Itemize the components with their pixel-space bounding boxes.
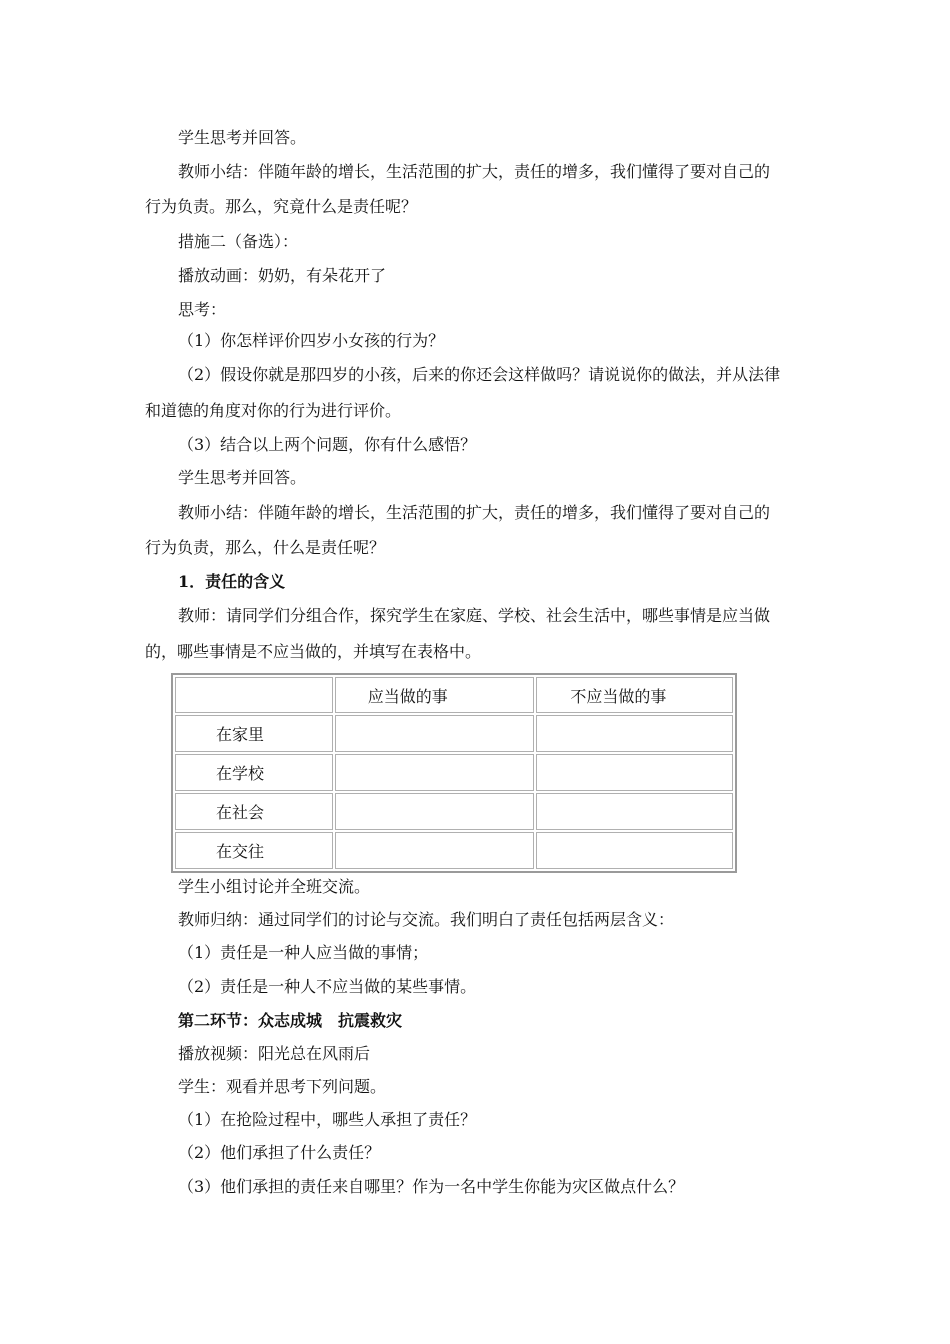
list-item: （1）在抢险过程中，哪些人承担了责任？ <box>178 1110 477 1129</box>
table-row <box>175 754 733 791</box>
section-heading: 1．责任的含义 <box>178 572 286 591</box>
table-cell <box>536 793 733 830</box>
paragraph: 学生小组讨论并全班交流。 <box>178 877 371 896</box>
list-item: （2）责任是一种人不应当做的某些事情。 <box>178 977 477 996</box>
list-item: （2）假设你就是那四岁的小孩，后来的你还会这样做吗？请说说你的做法，并从法律 <box>178 365 781 384</box>
table-cell <box>536 832 733 869</box>
list-item: （3）结合以上两个问题，你有什么感悟？ <box>178 435 477 454</box>
paragraph: 的，哪些事情是不应当做的，并填写在表格中。 <box>145 642 482 661</box>
table-cell <box>335 832 535 869</box>
table-row <box>175 715 733 752</box>
table-row-label: 在社会 <box>175 793 333 830</box>
paragraph: 教师小结：伴随年龄的增长，生活范围的扩大，责任的增多，我们懂得了要对自己的 <box>178 162 771 181</box>
section-heading: 第二环节：众志成城 抗震救灾 <box>178 1011 403 1030</box>
paragraph: 学生思考并回答。 <box>178 468 307 487</box>
paragraph: 行为负责。那么，究竟什么是责任呢？ <box>145 197 418 216</box>
paragraph: 学生：观看并思考下列问题。 <box>178 1077 387 1096</box>
table-row-label: 在交往 <box>175 832 333 869</box>
table-cell <box>335 715 535 752</box>
table-row-label: 在学校 <box>175 754 333 791</box>
paragraph: 学生思考并回答。 <box>178 128 307 147</box>
paragraph: 教师小结：伴随年龄的增长，生活范围的扩大，责任的增多，我们懂得了要对自己的 <box>178 503 771 522</box>
table-cell <box>536 754 733 791</box>
list-item: （1）责任是一种人应当做的事情； <box>178 943 429 962</box>
paragraph: 思考： <box>178 300 227 319</box>
table-header-cell: 应当做的事 <box>335 677 535 713</box>
paragraph: 和道德的角度对你的行为进行评价。 <box>145 401 402 420</box>
table-header-cell <box>175 677 333 713</box>
list-item: （2）他们承担了什么责任？ <box>178 1143 381 1162</box>
paragraph: 播放动画：奶奶，有朵花开了 <box>178 266 387 285</box>
paragraph: 行为负责，那么，什么是责任呢？ <box>145 538 386 557</box>
responsibility-table <box>171 673 737 873</box>
table-header-cell: 不应当做的事 <box>536 677 733 713</box>
paragraph: 措施二（备选）： <box>178 232 299 251</box>
table-row <box>175 832 733 869</box>
table-cell <box>335 754 535 791</box>
table-header-row <box>175 677 733 713</box>
list-item: （3）他们承担的责任来自哪里？作为一名中学生你能为灾区做点什么？ <box>178 1177 685 1196</box>
table-cell <box>536 715 733 752</box>
paragraph: 教师：请同学们分组合作，探究学生在家庭、学校、社会生活中，哪些事情是应当做 <box>178 606 771 625</box>
paragraph: 播放视频：阳光总在风雨后 <box>178 1044 371 1063</box>
table-row-label: 在家里 <box>175 715 333 752</box>
table-cell <box>335 793 535 830</box>
table-row <box>175 793 733 830</box>
paragraph: 教师归纳：通过同学们的讨论与交流。我们明白了责任包括两层含义： <box>178 910 675 929</box>
list-item: （1）你怎样评价四岁小女孩的行为？ <box>178 331 445 350</box>
